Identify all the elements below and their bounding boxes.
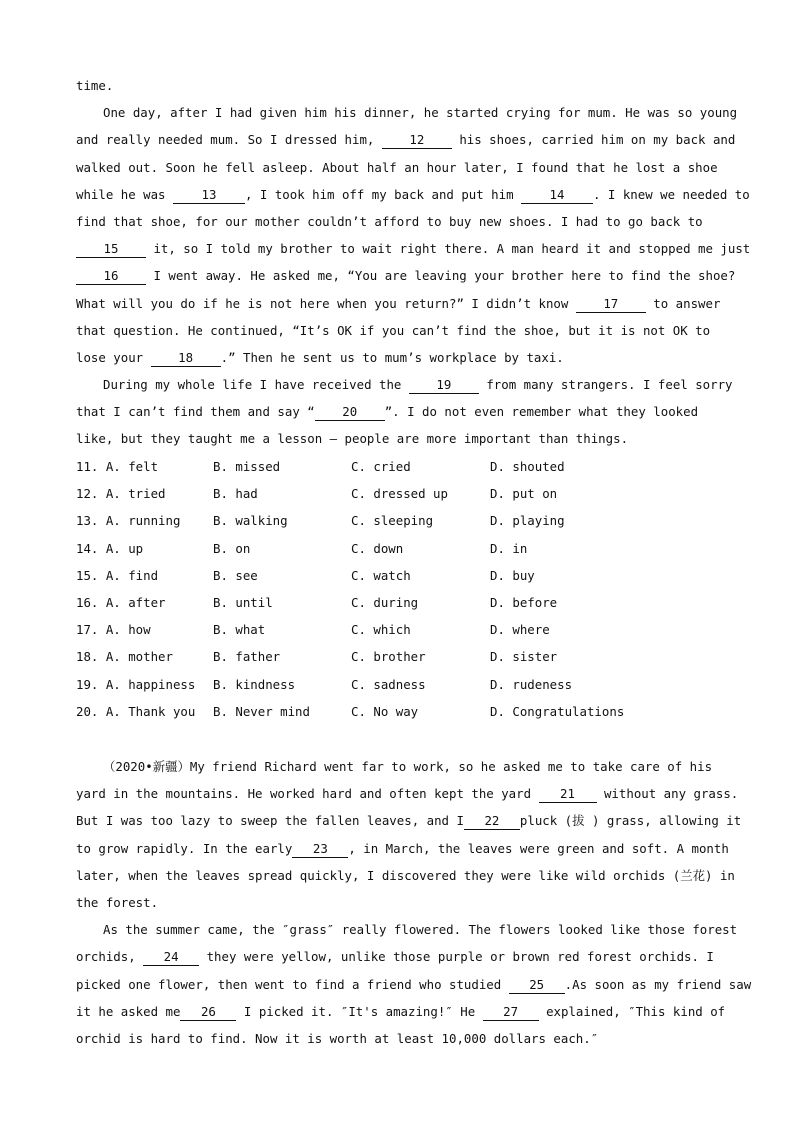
option-c[interactable]: C. dressed up bbox=[351, 486, 448, 502]
passage-line bbox=[76, 835, 729, 862]
option-d[interactable]: D. where bbox=[490, 622, 550, 638]
option-d[interactable]: D. shouted bbox=[490, 459, 565, 474]
text: .” Then he sent us to mum’s workplace by taxi. bbox=[220, 349, 564, 365]
text: time. bbox=[76, 78, 114, 93]
option-a[interactable]: 15. A. find bbox=[76, 567, 159, 583]
text: walked out. Soon he fell asleep. About half an hour later, I found that he lost a shoe bbox=[76, 159, 718, 175]
passage-two bbox=[76, 753, 752, 1052]
option-a[interactable]: 14. A. up bbox=[76, 540, 144, 556]
passage-line bbox=[76, 862, 735, 889]
option-a[interactable]: 20. A. Thank you bbox=[76, 703, 196, 719]
text: and really needed mum. So I dressed him, bbox=[76, 132, 382, 148]
option-a[interactable]: 16. A. after bbox=[76, 594, 166, 610]
option-b[interactable]: B. walking bbox=[213, 513, 288, 529]
text: to answer bbox=[645, 295, 721, 311]
passage-line bbox=[76, 780, 739, 807]
option-c[interactable]: C. during bbox=[351, 594, 419, 610]
text: orchids, bbox=[76, 949, 144, 965]
option-d[interactable]: D. before bbox=[490, 594, 558, 610]
blank-21[interactable]: 21 bbox=[539, 787, 597, 803]
passage-line bbox=[76, 371, 733, 398]
option-c[interactable]: C. watch bbox=[351, 567, 411, 583]
passage-line bbox=[76, 1025, 726, 1052]
text: During my whole life I have received the bbox=[103, 377, 409, 393]
option-b[interactable]: B. Never mind bbox=[213, 703, 310, 719]
option-d[interactable]: D. put on bbox=[490, 486, 558, 502]
option-a[interactable]: 18. A. mother bbox=[76, 649, 173, 665]
option-row bbox=[76, 698, 716, 725]
passage-line bbox=[76, 181, 750, 208]
passage-line bbox=[76, 807, 742, 834]
option-b[interactable]: B. missed bbox=[213, 459, 281, 474]
text: from many strangers. I feel sorry bbox=[478, 377, 733, 393]
option-b[interactable]: B. on bbox=[213, 540, 251, 556]
passage-line bbox=[76, 753, 726, 780]
option-row bbox=[76, 643, 716, 670]
options-list bbox=[76, 453, 716, 725]
passage-line bbox=[76, 235, 751, 262]
text: later, when the leaves spread quickly, I discovered they were like wild orchids (兰花) in bbox=[76, 867, 735, 883]
text: lose your bbox=[76, 349, 151, 365]
passage-one bbox=[76, 72, 751, 453]
text: ”. I do not even remember what they looked bbox=[384, 404, 699, 420]
option-b[interactable]: B. until bbox=[213, 594, 273, 610]
option-c[interactable]: C. which bbox=[351, 622, 411, 638]
text: find that shoe, for our mother couldn’t afford to buy new shoes. I had to go back to bbox=[76, 213, 703, 229]
option-b[interactable]: B. father bbox=[213, 649, 281, 665]
blank-20[interactable]: 20 bbox=[315, 405, 385, 421]
passage-line bbox=[76, 916, 738, 943]
passage-line bbox=[76, 208, 726, 235]
option-b[interactable]: B. see bbox=[213, 567, 258, 583]
passage-line bbox=[76, 889, 726, 916]
blank-18[interactable]: 18 bbox=[151, 351, 221, 367]
passage-line bbox=[76, 262, 736, 289]
text: yard in the mountains. He worked hard and often kept the yard bbox=[76, 786, 539, 802]
blank-15[interactable]: 15 bbox=[76, 242, 146, 258]
blank-22[interactable]: 22 bbox=[464, 814, 520, 830]
blank-19[interactable]: 19 bbox=[409, 378, 479, 394]
passage-line bbox=[76, 398, 726, 425]
text: it he asked me bbox=[76, 1003, 181, 1019]
blank-17[interactable]: 17 bbox=[576, 297, 646, 313]
text: that I can’t find them and say “ bbox=[76, 404, 315, 420]
text: （2020•新疆）My friend Richard went far to work, so he asked me to take care of his bbox=[103, 759, 713, 774]
option-b[interactable]: B. had bbox=[213, 486, 258, 502]
passage-line bbox=[76, 72, 726, 99]
text: that question. He continued, “It’s OK if you can’t find the shoe, but it is not OK to bbox=[76, 322, 711, 338]
blank-13[interactable]: 13 bbox=[173, 188, 245, 204]
option-b[interactable]: B. what bbox=[213, 622, 266, 638]
passage-line bbox=[76, 290, 726, 317]
option-d[interactable]: D. rudeness bbox=[490, 676, 573, 692]
option-row bbox=[76, 453, 716, 480]
text: it, so I told my brother to wait right there. A man heard it and stopped me just bbox=[146, 241, 751, 257]
text: . I knew we needed to bbox=[593, 186, 750, 202]
text: picked one flower, then went to find a friend who studied bbox=[76, 976, 509, 992]
passage-line bbox=[76, 344, 726, 371]
text: As the summer came, the ″grass″ really flowered. The flowers looked like those forest bbox=[103, 922, 738, 938]
option-c[interactable]: C. sleeping bbox=[351, 513, 434, 529]
option-a[interactable]: 12. A. tried bbox=[76, 486, 166, 502]
text: orchid is hard to find. Now it is worth at least 10,000 dollars each.″ bbox=[76, 1030, 599, 1046]
option-c[interactable]: C. brother bbox=[351, 649, 426, 665]
passage-line bbox=[76, 99, 738, 126]
option-row bbox=[76, 480, 716, 507]
text: , I took him off my back and put him bbox=[244, 186, 521, 202]
blank-23[interactable]: 23 bbox=[292, 842, 348, 858]
blank-25[interactable]: 25 bbox=[509, 978, 565, 994]
blank-16[interactable]: 16 bbox=[76, 269, 146, 285]
option-c[interactable]: C. No way bbox=[351, 703, 419, 719]
text: What will you do if he is not here when you return?” I didn’t know bbox=[76, 295, 576, 311]
blank-14[interactable]: 14 bbox=[521, 188, 593, 204]
option-d[interactable]: D. Congratulations bbox=[490, 703, 625, 719]
text: while he was bbox=[76, 186, 173, 202]
option-a[interactable]: 11. A. felt bbox=[76, 459, 159, 474]
text: pluck (拔 ) grass, allowing it bbox=[519, 813, 742, 829]
text: .As soon as my friend saw bbox=[564, 976, 752, 992]
text: they were yellow, unlike those purple or brown red forest orchids. I bbox=[199, 949, 714, 965]
option-a[interactable]: 19. A. happiness bbox=[76, 676, 196, 692]
option-row bbox=[76, 507, 716, 534]
passage-line bbox=[76, 425, 726, 452]
blank-27[interactable]: 27 bbox=[483, 1005, 539, 1021]
option-row bbox=[76, 562, 716, 589]
text: like, but they taught me a lesson — people are more important than things. bbox=[76, 431, 629, 447]
option-d[interactable]: D. in bbox=[490, 540, 528, 556]
blank-24[interactable]: 24 bbox=[143, 950, 199, 966]
passage-line bbox=[76, 943, 726, 970]
text: the forest. bbox=[76, 894, 159, 910]
text: One day, after I had given him his dinner, he started crying for mum. He was so young bbox=[103, 105, 738, 121]
text: explained, ″This kind of bbox=[538, 1003, 726, 1019]
option-row bbox=[76, 671, 716, 698]
option-a[interactable]: 17. A. how bbox=[76, 622, 151, 638]
passage-line bbox=[76, 998, 726, 1025]
passage-line bbox=[76, 971, 752, 998]
text: I went away. He asked me, “You are leaving your brother here to find the shoe? bbox=[146, 268, 736, 284]
blank-12[interactable]: 12 bbox=[382, 133, 452, 149]
text: to grow rapidly. In the early bbox=[76, 840, 293, 856]
text: , in March, the leaves were green and soft. A month bbox=[348, 840, 729, 856]
text: without any grass. bbox=[596, 786, 739, 802]
option-c[interactable]: C. down bbox=[351, 540, 404, 556]
text: I picked it. ″It's amazing!″ He bbox=[236, 1003, 483, 1019]
option-b[interactable]: B. kindness bbox=[213, 676, 296, 692]
option-row bbox=[76, 535, 716, 562]
option-c[interactable]: C. cried bbox=[351, 459, 411, 474]
passage-line bbox=[76, 317, 726, 344]
option-d[interactable]: D. sister bbox=[490, 649, 558, 665]
text: But I was too lazy to sweep the fallen leaves, and I bbox=[76, 813, 464, 829]
text: his shoes, carried him on my back and bbox=[451, 132, 736, 148]
option-d[interactable]: D. playing bbox=[490, 513, 565, 529]
option-a[interactable]: 13. A. running bbox=[76, 513, 181, 529]
option-row bbox=[76, 589, 716, 616]
option-row bbox=[76, 616, 716, 643]
option-d[interactable]: D. buy bbox=[490, 567, 535, 583]
passage-line bbox=[76, 126, 736, 153]
option-c[interactable]: C. sadness bbox=[351, 676, 426, 692]
passage-line bbox=[76, 154, 726, 181]
blank-26[interactable]: 26 bbox=[180, 1005, 236, 1021]
